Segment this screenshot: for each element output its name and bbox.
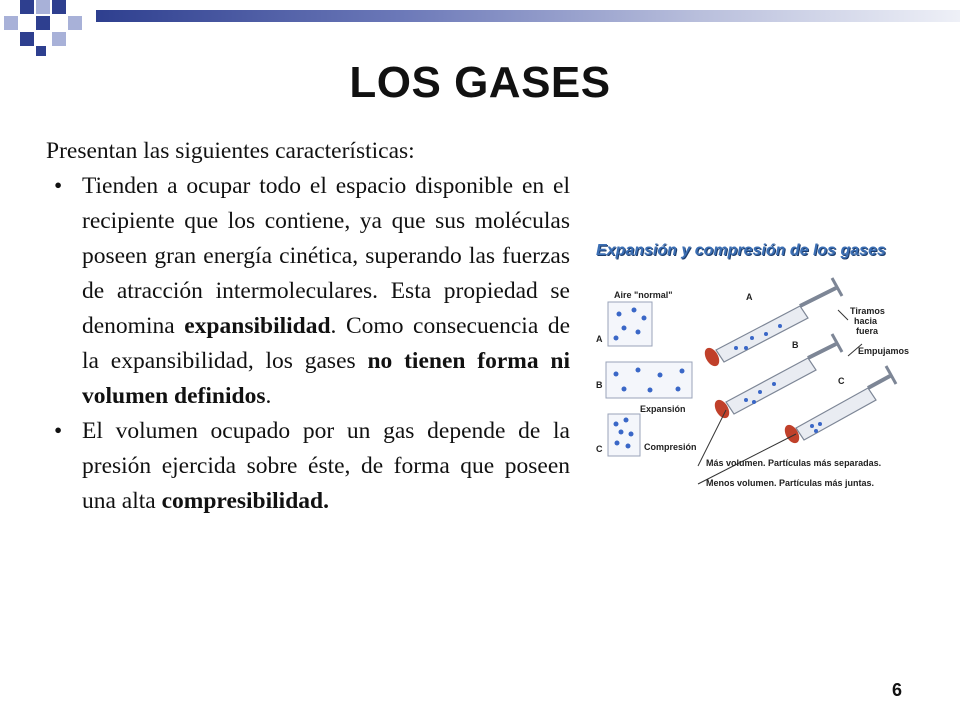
bullet-text: . Como consecuencia de la expansibilidad, los gases	[82, 313, 571, 374]
label-box-a: A	[596, 334, 603, 344]
slide-number: 6	[891, 680, 902, 700]
label-box-c: C	[596, 444, 603, 454]
label-compresion: Compresión	[644, 442, 697, 452]
bold-term: no tienen forma ni volumen definidos	[82, 348, 571, 409]
slide-body	[46, 134, 570, 519]
label-box-b: B	[596, 380, 603, 390]
bullet-text: El volumen ocupado por un gas depende de la presión ejercida sobre éste, de forma que poseen una alta	[82, 418, 570, 514]
deco-square	[20, 0, 34, 14]
label-menos-volumen: Menos volumen. Partículas más juntas.	[706, 478, 875, 488]
bullet-marker: •	[54, 418, 63, 444]
deco-square	[52, 0, 66, 14]
label-syringe-b: B	[792, 340, 799, 350]
label-aire-normal: Aire "normal"	[614, 290, 673, 300]
intro-text: Presentan las siguientes características:	[46, 138, 415, 164]
bullet-text: .	[265, 383, 272, 409]
slide-title: LOS GASES	[349, 58, 611, 107]
deco-square	[36, 46, 46, 56]
label-syringe-c: C	[838, 376, 845, 386]
deco-square	[52, 32, 66, 46]
deco-square	[36, 0, 50, 14]
figure-title: Expansión y compresión de los gases	[596, 242, 886, 259]
particle-box-b	[606, 362, 692, 398]
header-gradient-bar	[96, 10, 960, 22]
label-mas-volumen: Más volumen. Partículas más separadas.	[706, 458, 882, 468]
bullet-text: Tienden a ocupar todo el espacio disponible en el recipiente que los contiene, ya que sus moléculas poseen gran energía cinética, superando las fuerzas de atracción intermoleculares. Esta propiedad se denomina	[82, 173, 570, 339]
bullet-list	[46, 169, 570, 519]
corner-decoration	[0, 0, 96, 60]
bullet-item-compresibilidad	[46, 414, 570, 519]
bold-term: compresibilidad.	[161, 488, 329, 514]
label-empujamos: Empujamos	[858, 346, 910, 356]
deco-square	[4, 16, 18, 30]
syringe-a	[702, 278, 842, 369]
label-expansion: Expansión	[640, 404, 686, 414]
deco-square	[68, 16, 82, 30]
deco-square	[36, 16, 50, 30]
bullet-marker: •	[54, 173, 63, 199]
label-syringe-a: A	[746, 292, 753, 302]
bullet-item-expansibilidad	[46, 169, 570, 414]
label-fuera: fuera	[856, 326, 879, 336]
deco-square	[20, 32, 34, 46]
label-tiramos: Tiramos	[850, 306, 885, 316]
gas-syringe-figure	[586, 234, 916, 504]
bold-term: expansibilidad	[184, 313, 331, 339]
label-hacia: hacia	[854, 316, 878, 326]
